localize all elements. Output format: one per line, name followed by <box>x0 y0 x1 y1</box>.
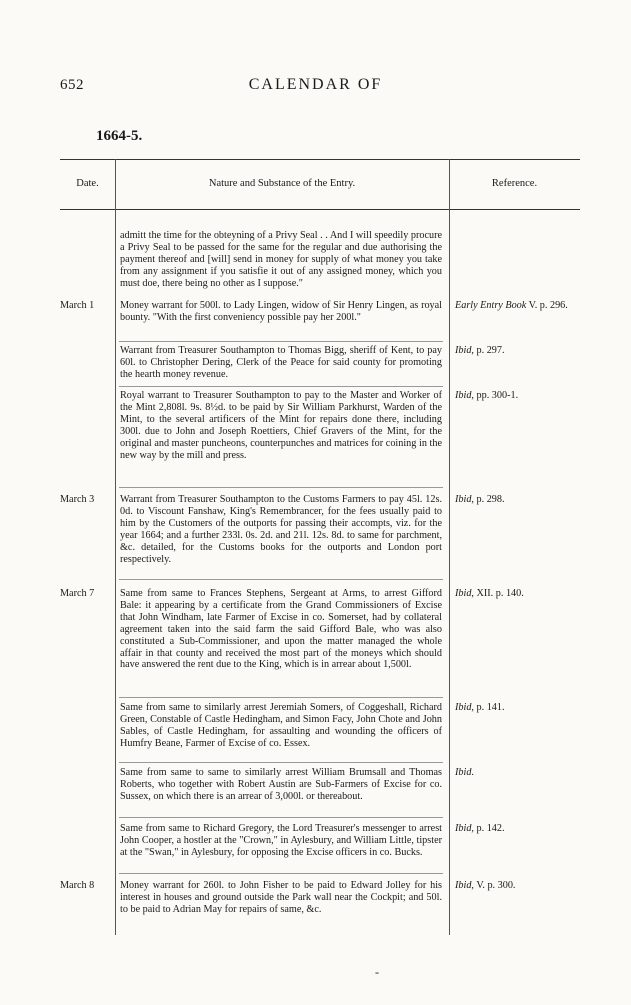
column-header-nature: Nature and Substance of the Entry. <box>208 178 356 189</box>
column-divider-date <box>115 159 116 935</box>
entry-reference <box>455 880 580 892</box>
entry-separator <box>119 697 443 698</box>
entry-reference <box>455 390 580 402</box>
entry-separator <box>119 341 443 342</box>
reference-page: , XII. p. 140. <box>471 588 524 599</box>
reference-page: . <box>471 767 474 778</box>
reference-source: Ibid <box>455 880 472 891</box>
signature-mark: - <box>375 965 379 979</box>
entry-text: Warrant from Treasurer Southampton to the Customs Farmers to pay 45l. 12s. 0d. to Viscount Fanshaw, King's Remembrancer, for the fees usually paid to him by the Customers of the outports for passing their accompts, viz. for the year 1664; and a further 233l. 0s. 2d. and 21l. 12s. 8d. to same for parchment, &c. detailed, for the Customs books for the outports and London port respectively. <box>120 494 442 565</box>
entry-reference <box>455 767 580 779</box>
entry-text: Money warrant for 500l. to Lady Lingen, widow of Sir Henry Lingen, as royal bounty. "With the first conveniency possible pay her 200l." <box>120 300 442 323</box>
reference-source: Ibid <box>455 345 472 356</box>
entry-reference <box>455 588 580 600</box>
entry-text: Same from same to Richard Gregory, the Lord Treasurer's messenger to arrest John Cooper, a hostler at the "Crown," in Aylesbury, and William Little, tipster at the "Swan," in Aylesbury, for opposing the Excise officers in co. Bucks. <box>120 823 442 858</box>
entry-date: March 8 <box>60 880 95 891</box>
entry-date: March 7 <box>60 588 95 599</box>
reference-page: , pp. 300-1. <box>471 390 519 401</box>
reference-page: , p. 297. <box>471 345 505 356</box>
entry-text: Same from same to same to similarly arrest William Brumsall and Thomas Roberts, who together with Robert Austin are Sub-Farmers of Excise for co. Sussex, on which there is an arrear of 3,000l. or thereabout. <box>120 767 442 802</box>
entry-reference <box>455 823 580 835</box>
entry-reference <box>455 494 580 506</box>
entry-reference <box>455 300 580 312</box>
entry-date: March 3 <box>60 494 95 505</box>
entry-text: Warrant from Treasurer Southampton to Thomas Bigg, sheriff of Kent, to pay 60l. to Christopher Dering, Clerk of the Peace for said county for promoting the hearth money revenue. <box>120 345 442 380</box>
entry-text: admitt the time for the obteyning of a Privy Seal . . And I will speedily procure a Privy Seal to be passed for the same for the regular and due authorising the payment thereof and [will] send in money for supply of what money you take from any assignment if you satisfie it out of any assigned money, which you must doe, there being no other as I suppose." <box>120 230 442 289</box>
entry-text: Same from same to similarly arrest Jeremiah Somers, of Coggeshall, Richard Green, Constable of Castle Hedingham, and Simon Facy, John Chote and John Sables, of Castle Hedingham, for assaulting and wounding the officers of Humfry Beane, Farmer of Excise of co. Essex. <box>120 702 442 749</box>
entry-separator <box>119 579 443 580</box>
reference-page: V. p. 296. <box>526 300 568 311</box>
entry-separator <box>119 873 443 874</box>
reference-source: Early Entry Book <box>455 300 527 311</box>
entry-text: Royal warrant to Treasurer Southampton to pay to the Master and Worker of the Mint 2,808l. 9s. 8½d. to be paid by Sir William Parkhurst, Warden of the Mint, to the several artificers of the Mint for repairs done there, including 300l. due to John and Joseph Roettiers, Chief Gravers of the Mint, for the original and master puncheons, counterpunches and matrices for coining in the new way by the mill and press. <box>120 390 442 461</box>
running-title: CALENDAR OF <box>248 76 383 93</box>
entry-separator <box>119 386 443 387</box>
reference-source: Ibid <box>455 588 472 599</box>
entry-separator <box>119 817 443 818</box>
reference-page: , V. p. 300. <box>471 880 516 891</box>
entry-reference <box>455 702 580 714</box>
reference-source: Ibid <box>455 767 472 778</box>
reference-source: Ibid <box>455 823 472 834</box>
page-number: 652 <box>60 77 84 93</box>
entry-separator <box>119 487 443 488</box>
entry-separator <box>119 762 443 763</box>
reference-source: Ibid <box>455 390 472 401</box>
reference-source: Ibid <box>455 702 472 713</box>
column-header-reference: Reference. <box>491 178 538 189</box>
column-header-date: Date. <box>76 178 99 189</box>
column-divider-reference <box>449 159 450 935</box>
entry-reference <box>455 345 580 357</box>
year-heading: 1664-5. <box>96 128 143 144</box>
reference-source: Ibid <box>455 494 472 505</box>
entry-text: Same from same to Frances Stephens, Sergeant at Arms, to arrest Gifford Bale: it appearing by a certificate from the Grand Commissioners of Excise that John Windham, late Farmer of Excise in co. Somerset, had by collateral agreement taken into the said farm the said Gifford Bale, who was also constituted a Sub-Commissioner, and upon the matter managed the whole affair in that county and received the most part of the moneys which should have answered the rent due to the King, which is in arrear about 1,500l. <box>120 588 442 671</box>
entry-date: March 1 <box>60 300 95 311</box>
reference-page: , p. 298. <box>471 494 505 505</box>
reference-page: , p. 142. <box>471 823 505 834</box>
table-top-rule <box>60 159 580 160</box>
reference-page: , p. 141. <box>471 702 505 713</box>
table-header-rule <box>60 209 580 210</box>
entry-text: Money warrant for 260l. to John Fisher to be paid to Edward Jolley for his interest in houses and ground outside the Park wall near the Cockpit; and 50l. to be paid to Adrian May for repairs of same, &c. <box>120 880 442 915</box>
